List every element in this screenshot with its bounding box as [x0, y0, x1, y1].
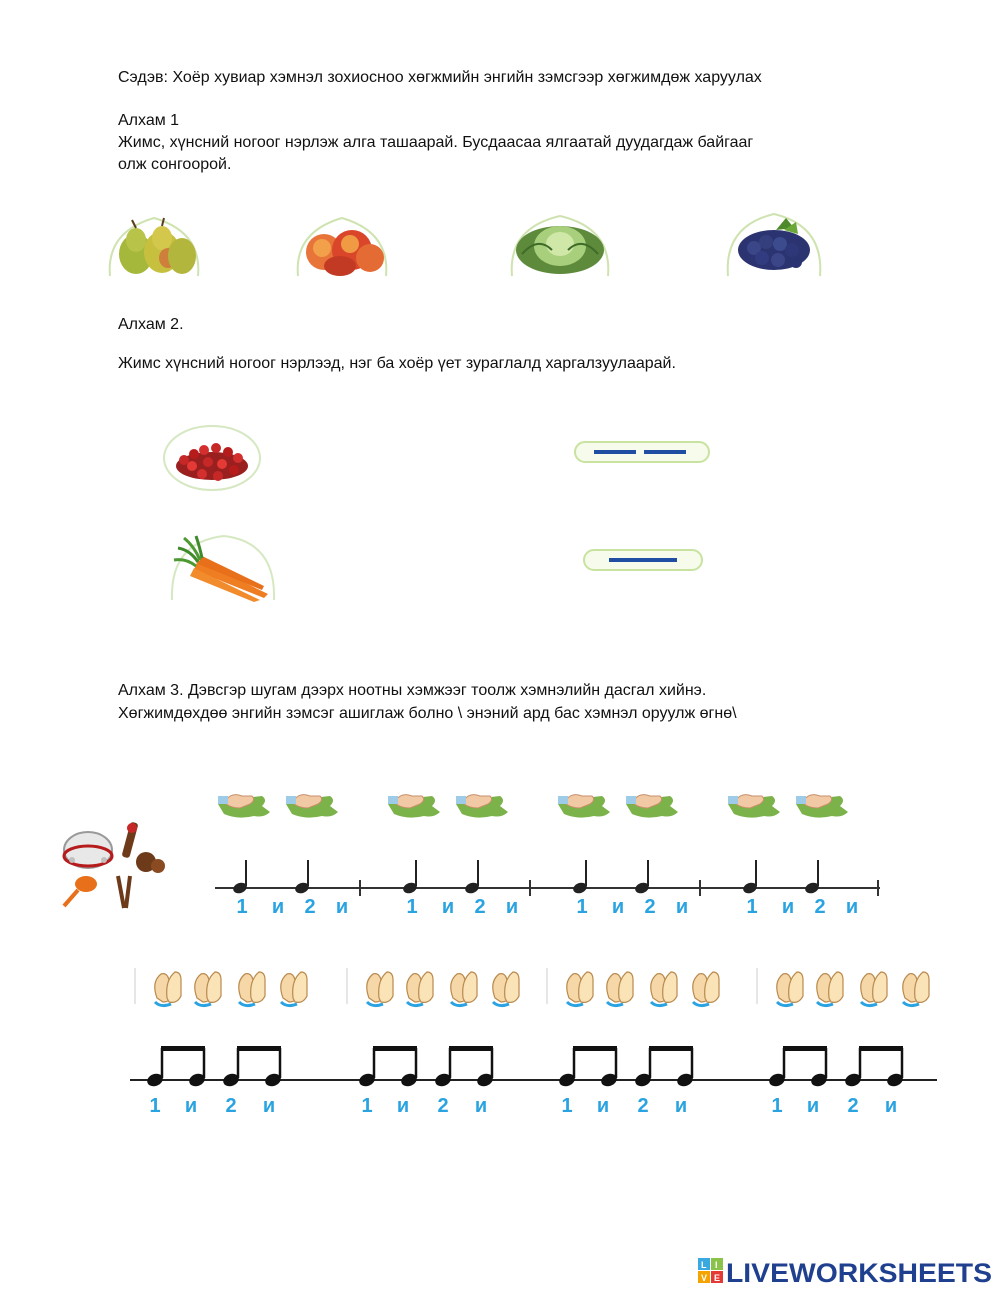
- count-one: 1: [576, 896, 588, 918]
- clap-icon: [155, 972, 181, 1006]
- count-two: 2: [225, 1095, 237, 1117]
- cranberries-image[interactable]: [162, 420, 262, 492]
- step1-title: Алхам 1: [118, 112, 180, 129]
- count-one: 1: [361, 1095, 373, 1117]
- count-and: и: [396, 1095, 410, 1117]
- step2-title: Алхам 2.: [118, 316, 184, 333]
- count-and: и: [262, 1095, 276, 1117]
- eighth-note-beam: [783, 1046, 827, 1051]
- clap-icon: [777, 972, 803, 1006]
- eighth-note-beam: [649, 1046, 693, 1051]
- one-syllable-pattern[interactable]: [583, 549, 703, 571]
- drum-tap-icon: [728, 795, 780, 818]
- carrots-image[interactable]: [168, 530, 278, 602]
- step3-instruction-line1: Алхам 3. Дэвсгэр шугам дээрх ноотны хэмжээг тоолж хэмнэлийн дасгал хийнэ.: [118, 682, 707, 699]
- count-and: и: [806, 1095, 820, 1117]
- clap-icon: [195, 972, 221, 1006]
- drum-tap-icon: [388, 795, 440, 818]
- peaches-image[interactable]: [294, 212, 390, 278]
- clap-icon: [651, 972, 677, 1006]
- step3-instruction-line2: Хөгжимдөхдөө энгийн зэмсэг ашиглаж болно \ энэний ард бас хэмнэл оруулж өгнө\: [118, 705, 737, 722]
- blueberries-image[interactable]: [724, 208, 824, 278]
- step2-instruction: Жимс хүнсний ногоог нэрлээд, нэг ба хоёр үет зураглалд харгалзуулаарай.: [118, 355, 676, 372]
- count-two: 2: [814, 896, 826, 918]
- clap-icon: [239, 972, 265, 1006]
- count-and: и: [675, 896, 689, 918]
- clap-icon: [567, 972, 593, 1006]
- two-syllable-pattern[interactable]: [574, 441, 710, 463]
- clap-icon: [861, 972, 887, 1006]
- step1-instruction-line1: Жимс, хүнсний ногоог нэрлэж алга ташаарай. Бусдаасаа ялгаатай дуудагдаж байгааг: [118, 134, 754, 151]
- topic-title: Сэдэв: Хоёр хувиар хэмнэл зохиосноо хөгжмийн энгийн зэмсгээр хөгжимдөж харуулах: [118, 69, 762, 86]
- clap-icon: [407, 972, 433, 1006]
- count-one: 1: [746, 896, 758, 918]
- count-two: 2: [437, 1095, 449, 1117]
- count-and: и: [781, 896, 795, 918]
- drum-tap-icon: [456, 795, 508, 818]
- count-one: 1: [771, 1095, 783, 1117]
- count-two: 2: [644, 896, 656, 918]
- drum-tap-icon: [286, 795, 338, 818]
- count-and: и: [596, 1095, 610, 1117]
- count-one: 1: [236, 896, 248, 918]
- count-and: и: [884, 1095, 898, 1117]
- count-and: и: [505, 896, 519, 918]
- count-and: и: [474, 1095, 488, 1117]
- pears-image[interactable]: [106, 212, 202, 278]
- clap-icon: [281, 972, 307, 1006]
- logo-wordmark: LIVEWORKSHEETS: [726, 1258, 992, 1286]
- clap-icon: [367, 972, 393, 1006]
- count-and: и: [271, 896, 285, 918]
- percussion-instruments-image: [60, 816, 170, 912]
- logo-letter-v: V: [701, 1273, 708, 1283]
- drum-tap-icon: [558, 795, 610, 818]
- count-and: и: [184, 1095, 198, 1117]
- clap-icon: [817, 972, 843, 1006]
- count-two: 2: [637, 1095, 649, 1117]
- quarter-note-rhythm-line: [200, 780, 900, 920]
- count-two: 2: [304, 896, 316, 918]
- eighth-note-beam: [237, 1046, 281, 1051]
- liveworksheets-logo: [698, 1256, 994, 1286]
- drum-tap-icon: [218, 795, 270, 818]
- eighth-note-beam: [161, 1046, 205, 1051]
- count-and: и: [611, 896, 625, 918]
- clap-icon: [451, 972, 477, 1006]
- eighth-note-beam: [859, 1046, 903, 1051]
- cabbage-image[interactable]: [508, 210, 612, 278]
- count-one: 1: [149, 1095, 161, 1117]
- eighth-note-beam: [373, 1046, 417, 1051]
- eighth-note-beam: [573, 1046, 617, 1051]
- count-two: 2: [474, 896, 486, 918]
- count-and: и: [674, 1095, 688, 1117]
- count-one: 1: [406, 896, 418, 918]
- count-and: и: [441, 896, 455, 918]
- count-two: 2: [847, 1095, 859, 1117]
- logo-letter-l: L: [701, 1260, 707, 1270]
- logo-letter-e: E: [714, 1273, 721, 1283]
- count-and: и: [335, 896, 349, 918]
- eighth-note-beam: [449, 1046, 493, 1051]
- count-and: и: [845, 896, 859, 918]
- clap-icon: [607, 972, 633, 1006]
- clap-icon: [903, 972, 929, 1006]
- count-one: 1: [561, 1095, 573, 1117]
- step1-instruction-line2: олж сонгоорой.: [118, 156, 232, 173]
- logo-letter-i: I: [715, 1260, 718, 1270]
- clap-icon: [693, 972, 719, 1006]
- eighth-note-rhythm-line: [125, 960, 940, 1120]
- drum-tap-icon: [796, 795, 848, 818]
- drum-tap-icon: [626, 795, 678, 818]
- clap-icon: [493, 972, 519, 1006]
